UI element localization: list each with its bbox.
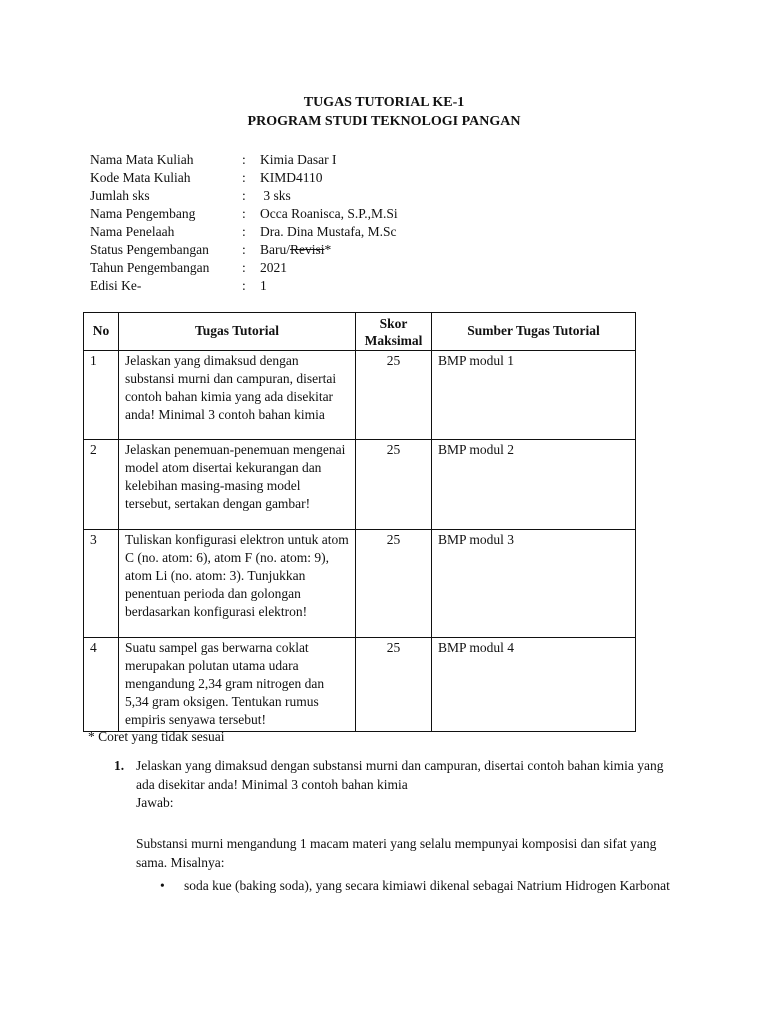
column-header-skor: Skor Maksimal xyxy=(356,313,432,351)
cell-sumber: BMP modul 2 xyxy=(432,440,636,530)
info-separator: : xyxy=(242,278,246,293)
task-table xyxy=(83,312,636,732)
bullet-icon: • xyxy=(160,878,165,893)
column-header-no: No xyxy=(84,313,119,351)
cell-no: 3 xyxy=(84,530,119,638)
cell-tugas: Suatu sampel gas berwarna coklat merupakan polutan utama udara mengandung 2,34 gram nitrogen dan 5,34 gram oksigen. Tentukan rumus empiris senyawa tersebut! xyxy=(119,638,356,732)
cell-skor: 25 xyxy=(356,440,432,530)
footnote-marker: * xyxy=(324,242,332,257)
info-label: Tahun Pengembangan xyxy=(90,260,210,275)
answer-label: Jawab: xyxy=(136,795,174,810)
status-option-baru: Baru/ xyxy=(260,242,290,257)
info-value xyxy=(260,241,331,259)
info-separator: : xyxy=(242,224,246,239)
cell-sumber: BMP modul 4 xyxy=(432,638,636,732)
info-value: KIMD4110 xyxy=(260,170,323,185)
info-value: Occa Roanisca, S.P.,M.Si xyxy=(260,206,398,221)
info-label: Nama Penelaah xyxy=(90,224,175,239)
info-label: Edisi Ke- xyxy=(90,278,142,293)
info-value: 2021 xyxy=(260,260,287,275)
info-separator: : xyxy=(242,242,246,257)
info-separator: : xyxy=(242,206,246,221)
info-separator: : xyxy=(242,188,246,203)
table-row xyxy=(84,351,636,440)
info-label: Nama Mata Kuliah xyxy=(90,152,194,167)
info-separator: : xyxy=(242,170,246,185)
footnote: * Coret yang tidak sesuai xyxy=(88,729,225,744)
cell-skor: 25 xyxy=(356,638,432,732)
table-row xyxy=(84,638,636,732)
cell-skor: 25 xyxy=(356,530,432,638)
cell-no: 2 xyxy=(84,440,119,530)
program-title: PROGRAM STUDI TEKNOLOGI PANGAN xyxy=(247,114,521,129)
table-header-row xyxy=(84,313,636,351)
info-value: Kimia Dasar I xyxy=(260,152,337,167)
info-label: Status Pengembangan xyxy=(90,242,209,257)
status-option-revisi-struck: Revisi xyxy=(290,242,325,257)
column-header-sumber: Sumber Tugas Tutorial xyxy=(432,313,636,351)
table-row xyxy=(84,440,636,530)
cell-no: 4 xyxy=(84,638,119,732)
document-title: TUGAS TUTORIAL KE-1 xyxy=(303,95,465,110)
info-label: Jumlah sks xyxy=(90,188,150,203)
info-separator: : xyxy=(242,260,246,275)
info-label: Kode Mata Kuliah xyxy=(90,170,191,185)
question-number: 1. xyxy=(114,758,125,773)
cell-no: 1 xyxy=(84,351,119,440)
info-value: 3 sks xyxy=(260,188,291,203)
bullet-text: soda kue (baking soda), yang secara kimiawi dikenal sebagai Natrium Hidrogen Karbonat xyxy=(184,878,670,893)
info-label: Nama Pengembang xyxy=(90,206,196,221)
cell-tugas: Jelaskan yang dimaksud dengan substansi murni dan campuran, disertai contoh bahan kimia yang ada disekitar anda! Minimal 3 contoh bahan kimia xyxy=(119,351,356,440)
info-separator: : xyxy=(242,152,246,167)
cell-tugas: Jelaskan penemuan-penemuan mengenai model atom disertai kekurangan dan kelebihan masing-masing model tersebut, sertakan dengan gambar! xyxy=(119,440,356,530)
column-header-tugas: Tugas Tutorial xyxy=(119,313,356,351)
cell-tugas: Tuliskan konfigurasi elektron untuk atom C (no. atom: 6), atom F (no. atom: 9), atom Li (no. atom: 3). Tunjukkan penentuan perioda dan golongan berdasarkan konfigurasi elektron! xyxy=(119,530,356,638)
cell-sumber: BMP modul 3 xyxy=(432,530,636,638)
cell-sumber: BMP modul 1 xyxy=(432,351,636,440)
cell-skor: 25 xyxy=(356,351,432,440)
answer-paragraph: Substansi murni mengandung 1 macam materi yang selalu mempunyai komposisi dan sifat yang sama. Misalnya: xyxy=(136,836,657,870)
info-value: 1 xyxy=(260,278,267,293)
info-value: Dra. Dina Mustafa, M.Sc xyxy=(260,224,397,239)
question-text: Jelaskan yang dimaksud dengan substansi murni dan campuran, disertai contoh bahan kimia yang ada disekitar anda! Minimal 3 contoh bahan kimia xyxy=(136,758,664,792)
table-row xyxy=(84,530,636,638)
